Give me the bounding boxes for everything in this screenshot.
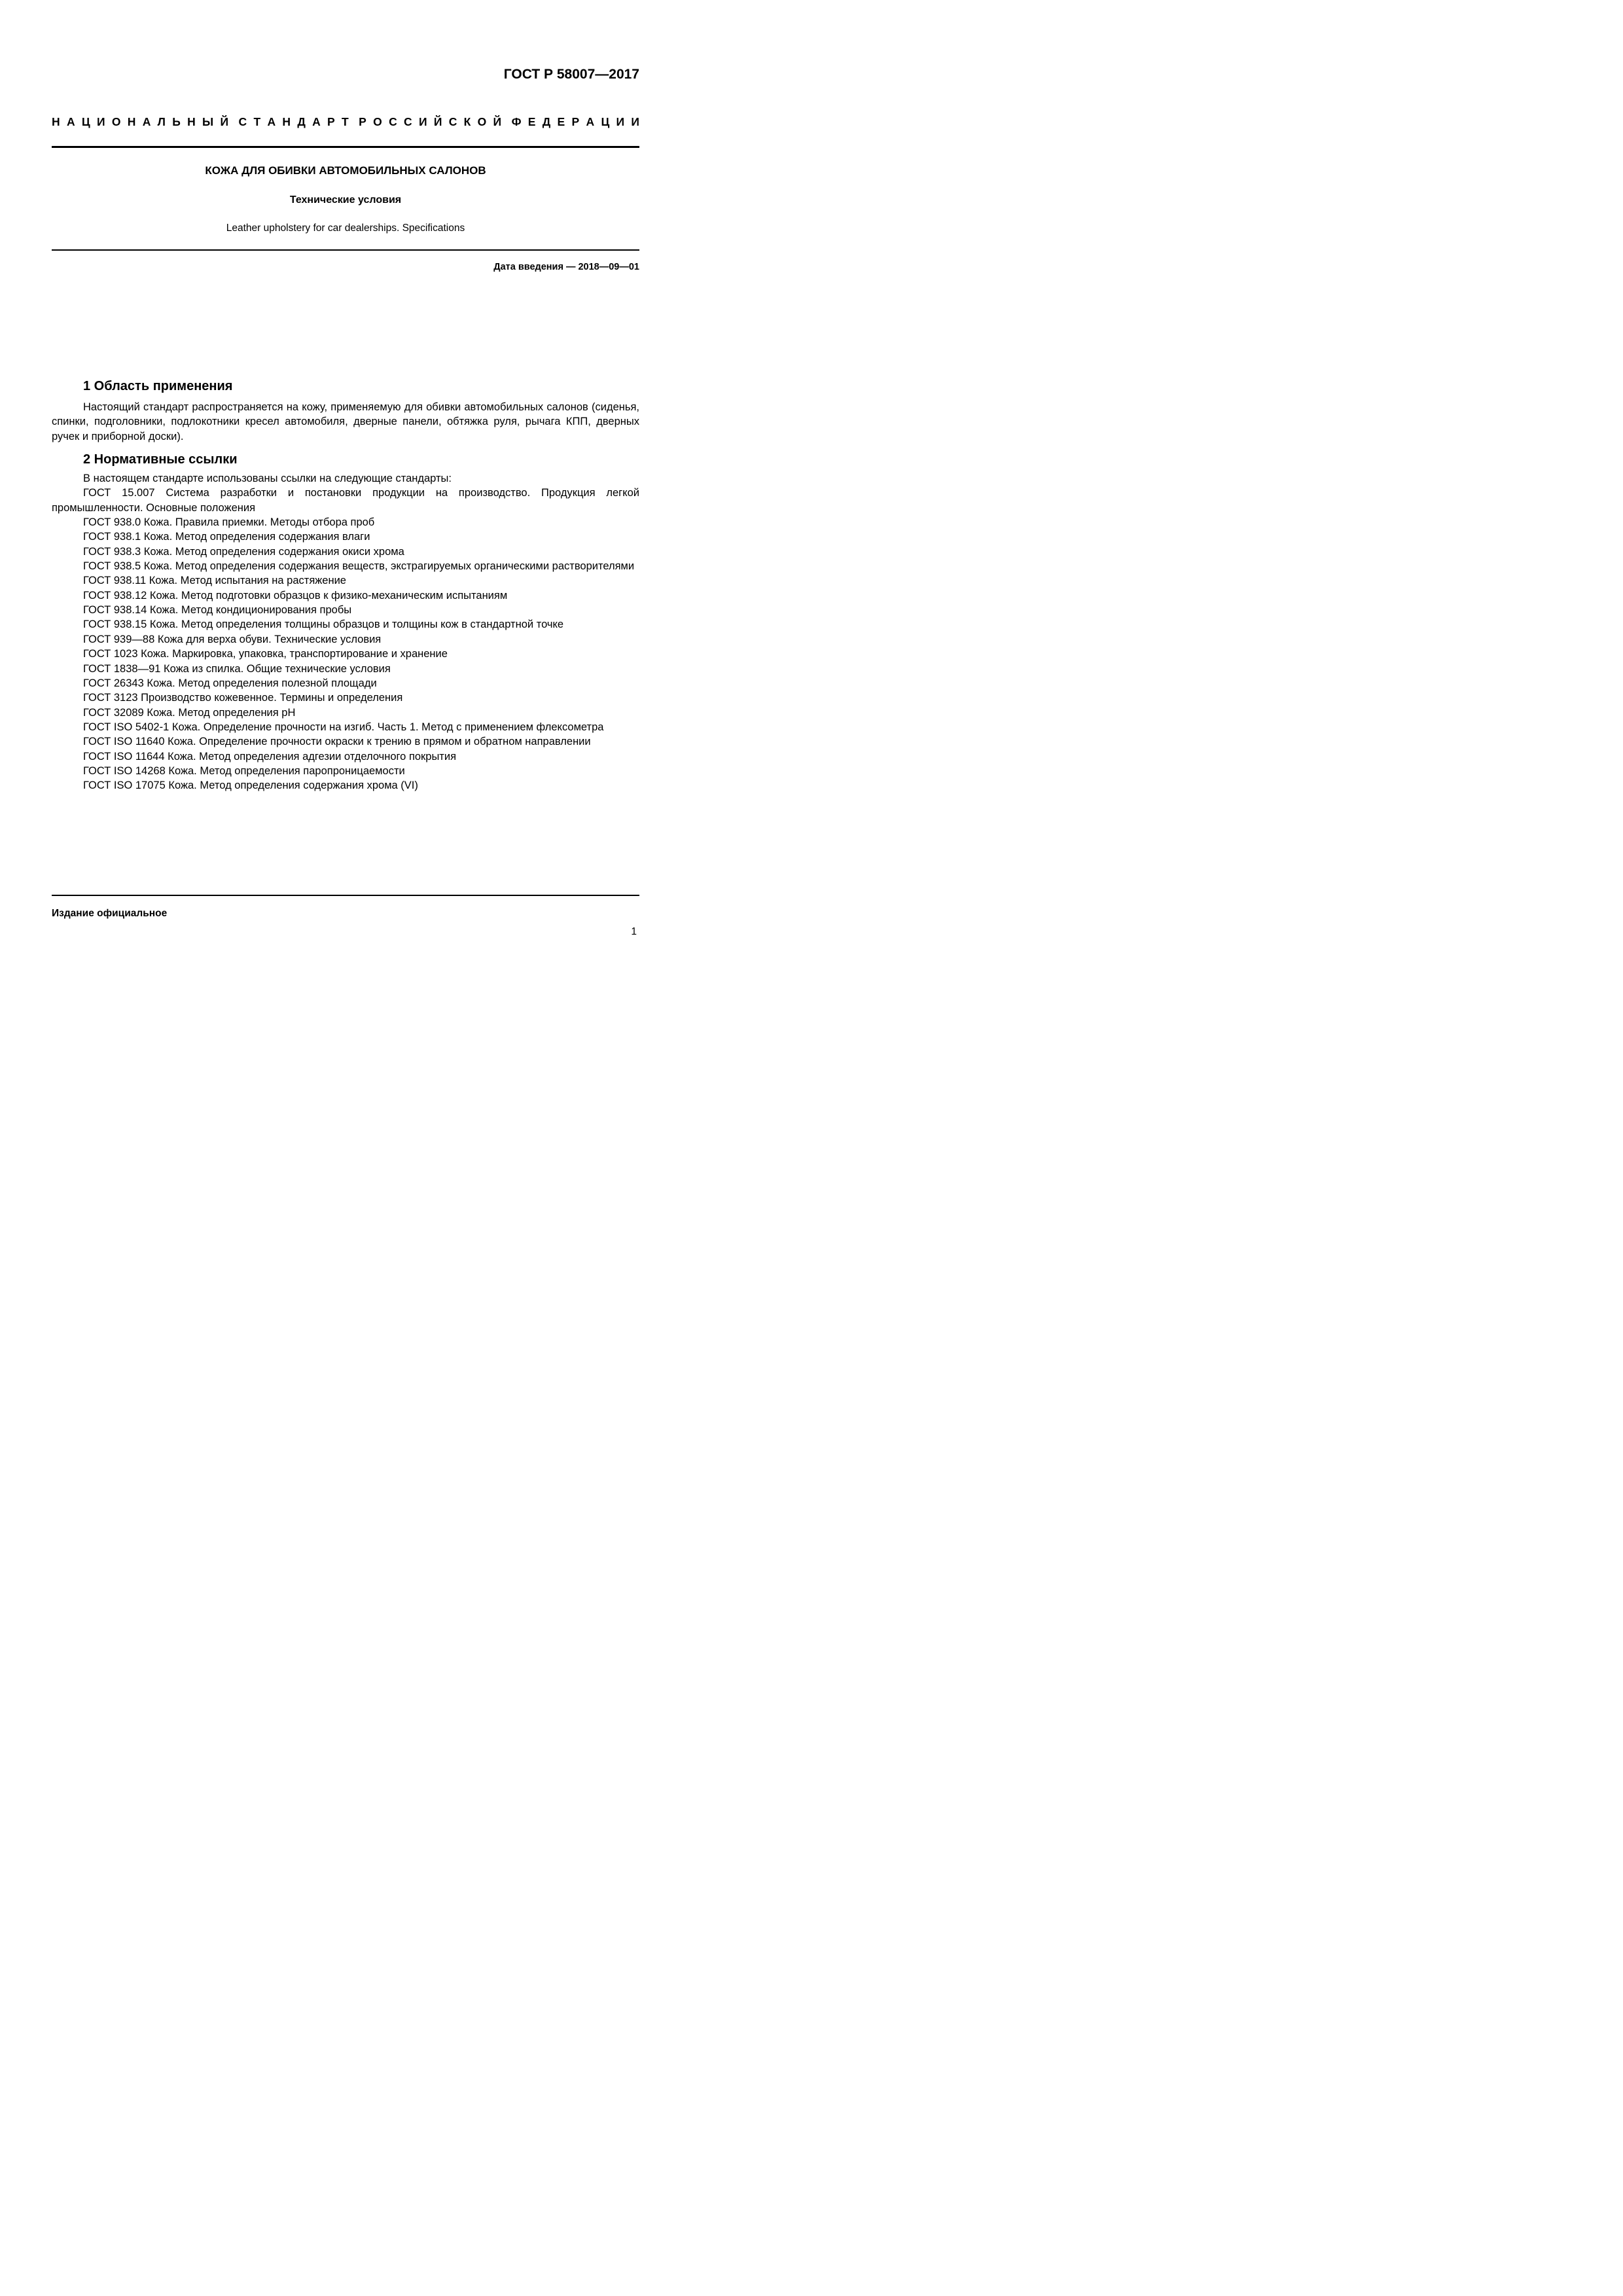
reference-item: ГОСТ ISO 17075 Кожа. Метод определения содержания хрома (VI) [83,780,418,792]
document-title: КОЖА ДЛЯ ОБИВКИ АВТОМОБИЛЬНЫХ САЛОНОВ [205,164,486,177]
document-subtitle: Технические условия [289,194,402,206]
reference-item: ГОСТ 26343 Кожа. Метод определения полезной площади [83,677,377,689]
national-word-4: Ф Е Д Е Р А Ц И И [511,115,639,128]
reference-item: ГОСТ 938.12 Кожа. Метод подготовки образцов к физико-механическим испытаниям [83,589,508,601]
reference-item: ГОСТ 938.15 Кожа. Метод определения толщины образцов и толщины кож в стандартной точке [83,619,564,631]
reference-item: ГОСТ 1023 Кожа. Маркировка, упаковка, транспортирование и хранение [83,648,448,660]
national-word-1: Н А Ц И О Н А Л Ь Н Ы Й [52,115,229,128]
reference-item: ГОСТ 938.0 Кожа. Правила приемки. Методы отбора проб [83,516,375,529]
reference-item: ГОСТ 32089 Кожа. Метод определения рН [83,706,296,719]
page-number: 1 [631,926,637,937]
reference-item: ГОСТ 938.5 Кожа. Метод определения содержания веществ, экстрагируемых органическими растворителями [83,560,635,573]
footer-divider [52,895,639,896]
reference-item: ГОСТ ISO 14268 Кожа. Метод определения паропроницаемости [83,764,405,777]
reference-item: ГОСТ ISO 11640 Кожа. Определение прочности окраски к трению в прямом и обратном направлении [83,736,591,748]
section-2-heading: 2 Нормативные ссылки [83,452,238,467]
title-divider [52,249,639,251]
reference-item: ГОСТ 938.11 Кожа. Метод испытания на растяжение [83,575,346,587]
section-1-heading: 1 Область применения [83,379,233,393]
reference-item: ГОСТ 938.3 Кожа. Метод определения содержания окиси хрома [83,545,404,558]
official-edition-label: Издание официальное [52,908,168,919]
reference-item: ГОСТ 3123 Производство кожевенное. Термины и определения [83,692,403,704]
reference-item: ГОСТ 1838—91 Кожа из спилка. Общие технические условия [83,662,391,675]
english-title: Leather upholstery for car dealerships. Specifications [226,223,465,234]
document-body [52,376,639,793]
section-1-text: Настоящий стандарт распространяется на кожу, применяемую для обивки автомобильных салонов (сиденья, спинки, подголовники, подлокотники кресел автомобиля, дверные панели, обтяжка руля, рычага КПП, дверных ручек и приборной доски). [52,401,639,442]
reference-item: ГОСТ 15.007 Система разработки и постановки продукции на производство. Продукция легкой промышленности. Основные положения [52,487,639,514]
header-divider-thick [52,146,639,148]
national-word-2: С Т А Н Д А Р Т [238,115,349,128]
national-word-3: Р О С С И Й С К О Й [359,115,502,128]
introduction-date: Дата введения — 2018—09—01 [493,262,639,272]
section-2-intro: В настоящем стандарте использованы ссылки на следующие стандарты: [83,473,452,485]
reference-item: ГОСТ 939—88 Кожа для верха обуви. Технические условия [83,633,382,645]
reference-item: ГОСТ ISO 5402-1 Кожа. Определение прочности на изгиб. Часть 1. Метод с применением флексометра [83,721,604,733]
reference-item: ГОСТ 938.14 Кожа. Метод кондиционирования пробы [83,604,352,617]
standard-code: ГОСТ Р 58007—2017 [503,67,639,82]
national-standard-banner [52,112,639,132]
reference-item: ГОСТ 938.1 Кожа. Метод определения содержания влаги [83,531,370,543]
reference-list [52,486,639,793]
reference-item: ГОСТ ISO 11644 Кожа. Метод определения адгезии отделочного покрытия [83,750,457,762]
document-page [0,0,722,1021]
